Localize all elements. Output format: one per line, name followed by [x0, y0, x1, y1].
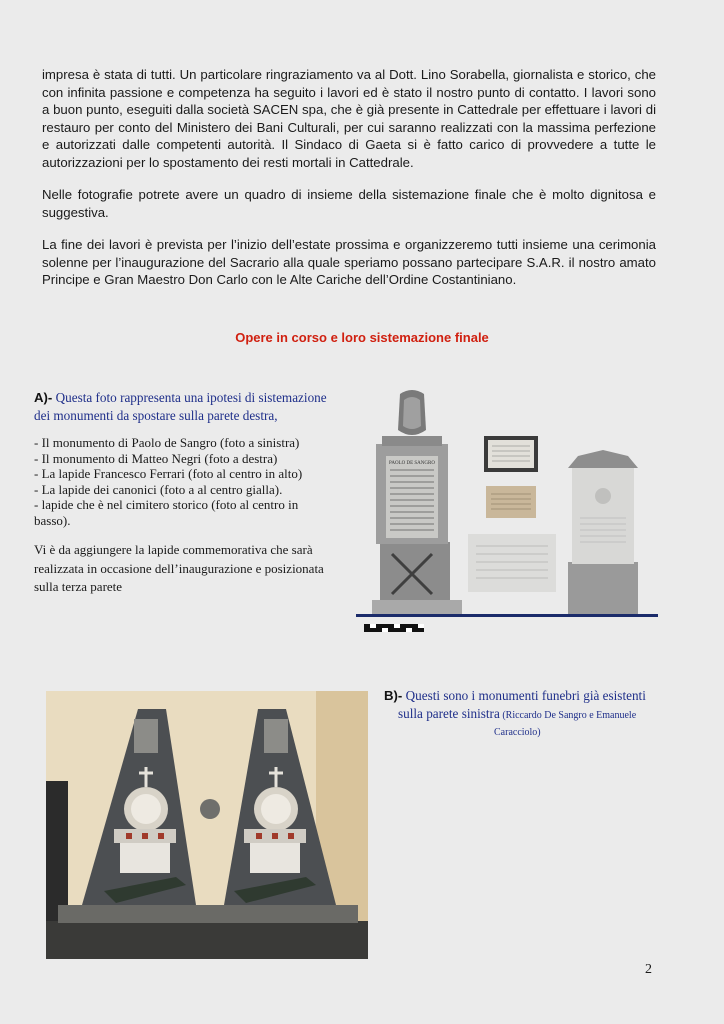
list-item: - Il monumento di Paolo de Sangro (foto a sinistra) — [34, 435, 300, 450]
cemetery-plaque — [468, 534, 556, 592]
rosette-ornament — [200, 799, 220, 819]
body-paragraph-1: impresa è stata di tutti. Un particolare ringraziamento va al Dott. Lino Sorabella, giornalista e storico, che con infinita passione e competenza ha seguito i lavori ed è stato il nostro punto di contatto. I lavori sono a buon punto, eseguiti dalla società SACEN spa, che è già presente in Cattedrale per effettuare i lavori di restauro per conto del Ministero dei Bani Culturali, per cui saranno realizzati con la massima perfezione e autorizzati dalle competenti autorità. Il Sindaco di Gaeta si è fatto carico di provvedere a tutte le autorizzazioni per lo spostamento dei resti mortali in Cattedrale. — [42, 67, 656, 170]
existing-monuments-photo — [46, 691, 368, 959]
caption-b-line2: sulla parete sinistra — [398, 705, 500, 721]
caption-b-lead: Questi sono i monumenti funebri già esistenti — [402, 688, 646, 703]
list-item: - lapide che è nel cimitero storico (foto al centro in basso). — [34, 497, 299, 528]
francesco-ferrari-plaque — [484, 436, 538, 472]
list-item: - La lapide Francesco Ferrari (foto al centro in alto) — [34, 466, 303, 481]
caption-b — [384, 687, 684, 742]
caption-b-small2: Caracciolo) — [494, 727, 541, 738]
list-item: - La lapide dei canonici (foto a al centro gialla). — [34, 481, 283, 497]
body-paragraph-3: La fine dei lavori è prevista per l’inizio dell’estate prossima e organizzeremo tutti insieme una cerimonia solenne per l’inaugurazione del Sacrario alla quale speriamo possano partecipare S.A.R. il nostro amato Principe e Gran Maestro Don Carlo con le Alte Cariche dell’Ordine Costantiniano. — [42, 237, 656, 288]
monuments-montage-photo — [352, 384, 662, 636]
list-item: - Il monumento di Matteo Negri (foto a destra) — [34, 450, 278, 466]
canonici-plaque — [486, 486, 536, 518]
caption-b-label: B)- — [384, 688, 403, 703]
page-number: 2 — [645, 962, 652, 977]
caption-a — [34, 389, 344, 424]
body-paragraph-2: Nelle fotografie potrete avere un quadro di insieme della sistemazione finale che è molto dignitosa e suggestiva. — [42, 187, 656, 220]
scale-bar — [364, 624, 424, 632]
caption-a-list — [34, 435, 336, 528]
caption-a-label: A)- — [34, 390, 53, 405]
caption-b-small1: (Riccardo De Sangro e Emanuele — [499, 709, 637, 721]
matteo-negri-monument — [568, 450, 638, 614]
caption-a-note: Vi è da aggiungere la lapide commemorativa che sarà realizzata in occasione dell’inaugurazione e posizionata sulla terza parete — [34, 542, 324, 594]
inscription-title: PAOLO DE SANGRO — [389, 461, 435, 466]
section-title: Opere in corso e loro sistemazione finale — [235, 330, 489, 345]
caption-a-lead: Questa foto rappresenta una ipotesi di sistemazione dei monumenti da spostare sulla parete destra, — [34, 390, 327, 423]
